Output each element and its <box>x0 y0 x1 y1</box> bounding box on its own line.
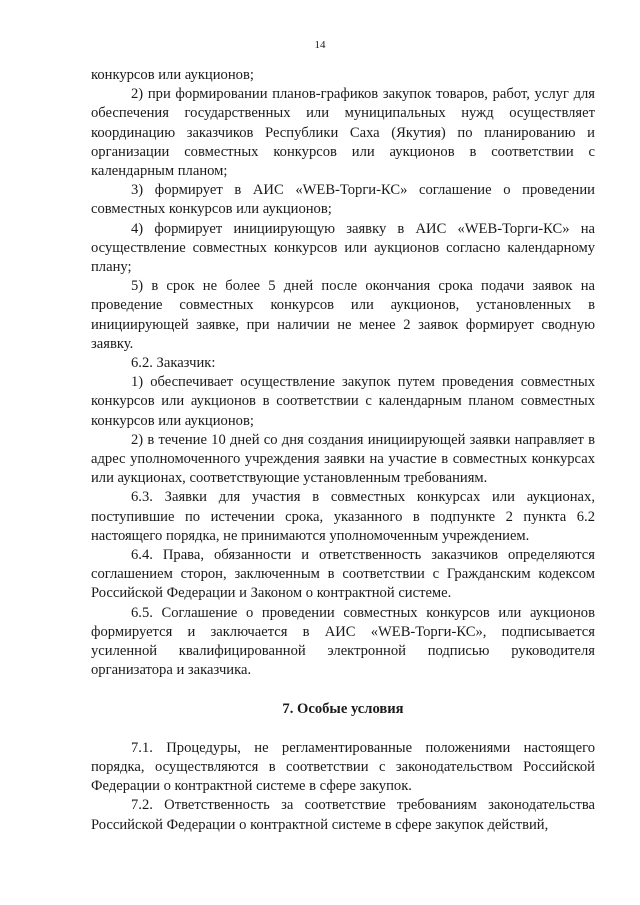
paragraph: 6.4. Права, обязанности и ответственность заказчиков определяются соглашением сторон, заключенным в соответствии с Гражданским кодексом Российской Федерации и Законом о контрактной системе. <box>91 547 595 602</box>
paragraph: 7.1. Процедуры, не регламентированные положениями настоящего порядка, осуществляются в соответствии с законодательством Российской Федерации о контрактной системе в сфере закупок. <box>91 739 595 795</box>
paragraph: 6.3. Заявки для участия в совместных конкурсах или аукционах, поступившие по истечении срока, указанного в подпункте 2 пункта 6.2 настоящего порядка, не принимаются уполномоченным учреждением. <box>91 489 595 544</box>
paragraph: 3) формирует в АИС «WEB-Торги-КС» соглашение о проведении совместных конкурсов или аукционов; <box>91 182 595 218</box>
paragraph: 2) при формировании планов-графиков закупок товаров, работ, услуг для обеспечения государственных или муниципальных нужд осуществляет координацию заказчиков Республики Саха (Якутия) по планированию и организации совместных конкурсов или аукционов в соответствии с календарным планом; <box>91 86 595 180</box>
paragraph: 5) в срок не более 5 дней после окончания срока подачи заявок на проведение совместных конкурсов или аукционов, установленных в инициирующей заявке, при наличии не менее 2 заявок формирует сводную заявку. <box>91 278 595 352</box>
paragraph: 2) в течение 10 дней со дня создания инициирующей заявки направляет в адрес уполномоченного учреждения заявки на участие в совместных конкурсах или аукционах, соответствующие установленным требованиям. <box>91 431 595 487</box>
paragraph: 6.2. Заказчик: <box>131 355 216 372</box>
paragraph: конкурсов или аукционов; <box>91 67 254 83</box>
document-body <box>91 66 595 835</box>
section-heading: 7. Особые условия <box>282 700 404 717</box>
paragraph: 7.2. Ответственность за соответствие требованиям законодательства Российской Федерации о контрактной системе в сфере закупок действий, <box>91 797 595 833</box>
paragraph: 6.5. Соглашение о проведении совместных конкурсов или аукционов формируется и заключается в АИС «WEB-Торги-КС», подписывается усиленной квалифицированной электронной подписью руководителя организатора и заказчика. <box>91 604 595 679</box>
paragraph: 4) формирует инициирующую заявку в АИС «WEB-Торги-КС» на осуществление совместных конкурсов или аукционов согласно календарному плану; <box>91 220 595 276</box>
page-number: 14 <box>314 39 326 51</box>
paragraph: 1) обеспечивает осуществление закупок путем проведения совместных конкурсов или аукционов в соответствии с календарным планом совместных конкурсов или аукционов; <box>91 374 595 429</box>
